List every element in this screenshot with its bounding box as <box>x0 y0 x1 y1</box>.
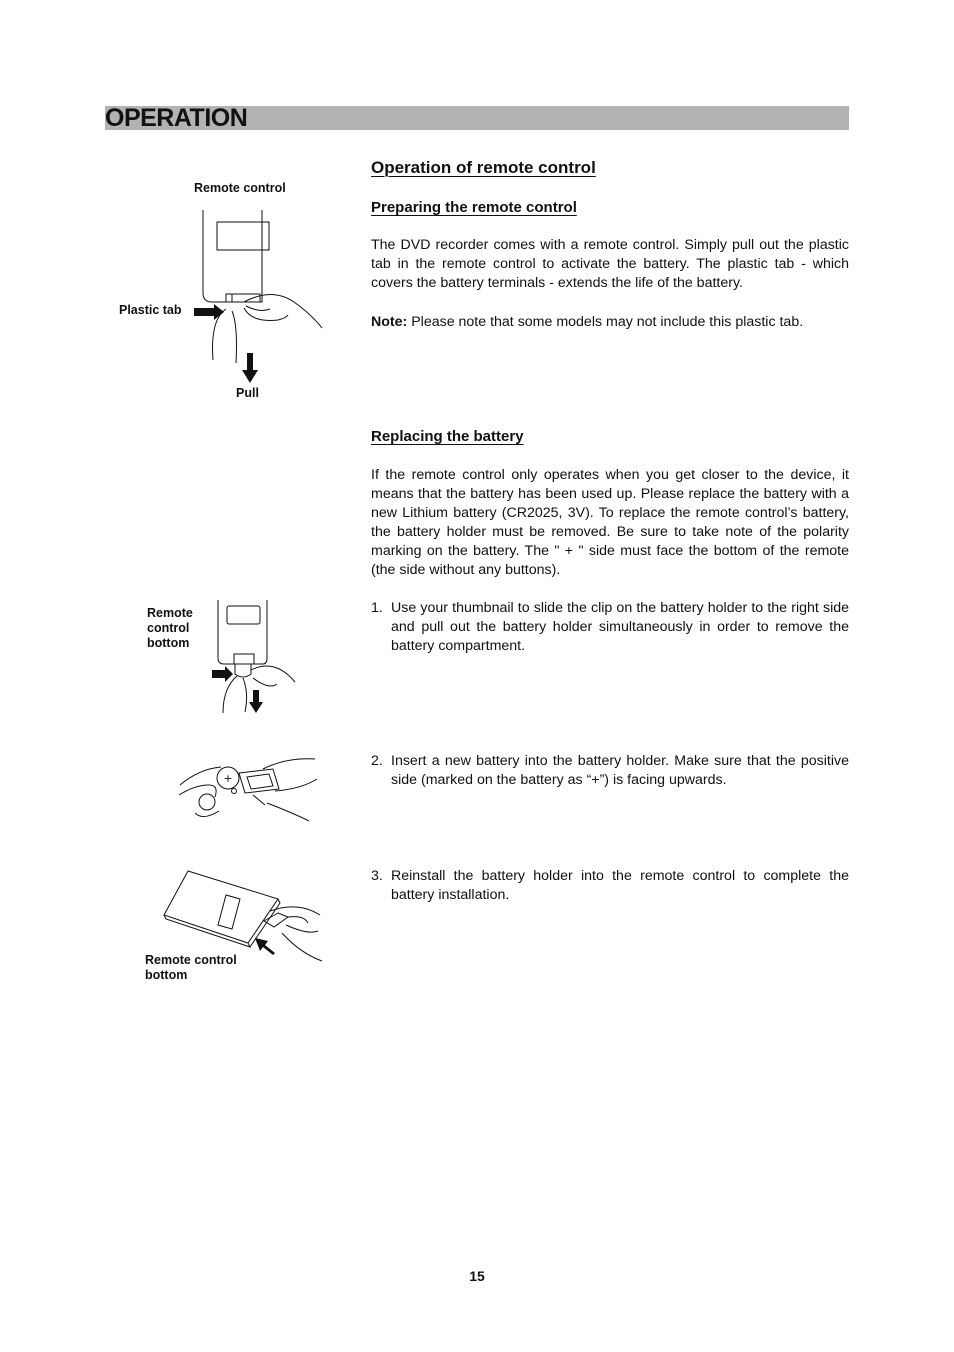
step-number: 1. <box>371 600 383 616</box>
fig1-tab-label: Plastic tab <box>119 303 182 317</box>
fig2-label-line2: control <box>147 621 190 635</box>
step-number: 3. <box>371 868 383 884</box>
battery-insert-illustration <box>175 755 325 825</box>
battery-plus-mark: + <box>223 772 233 785</box>
step-3 <box>371 867 849 905</box>
step-text: Reinstall the battery holder into the remote control to complete the battery installation. <box>391 868 849 903</box>
main-heading: Operation of remote control <box>371 158 596 177</box>
note-label: Note: <box>371 314 408 330</box>
note-text: Please note that some models may not include this plastic tab. <box>407 314 804 330</box>
step-2 <box>371 752 849 790</box>
battery-reinstall-illustration <box>160 865 330 970</box>
preparing-paragraph: The DVD recorder comes with a remote control. Simply pull out the plastic tab in the remote control to activate the battery. The plastic tab - which covers the battery terminals - extends the life of the battery. <box>371 237 849 291</box>
fig4-label-line1: Remote control <box>145 953 237 967</box>
fig1-pull-label: Pull <box>236 386 259 400</box>
fig4-label-line2: bottom <box>145 968 188 982</box>
replacing-paragraph: If the remote control only operates when you get closer to the device, it means that the battery has been used up. Please replace the battery with a new Lithium battery (CR2025, 3V). To replace the remote control’s battery, the battery holder must be removed. Be sure to take note of the polarity marking on the battery. The " + " side must face the bottom of the remote (the side without any buttons). <box>371 467 849 578</box>
page-number: 15 <box>469 1268 485 1284</box>
note-paragraph <box>371 313 849 332</box>
step-text: Use your thumbnail to slide the clip on the battery holder to the right side and pull out the battery holder simultaneously in order to remove the battery compartment. <box>391 600 849 654</box>
step-text: Insert a new battery into the battery holder. Make sure that the positive side (marked on the battery as “+”) is facing upwards. <box>391 753 849 788</box>
fig2-label-line3: bottom <box>147 636 190 650</box>
fig1-remote-label: Remote control <box>194 181 286 195</box>
step-1 <box>371 599 849 656</box>
section-title: OPERATION <box>105 104 248 132</box>
remote-plastic-tab-illustration <box>180 205 340 390</box>
fig2-label-line1: Remote <box>147 606 193 620</box>
remote-bottom-clip-illustration <box>205 598 305 718</box>
replacing-heading: Replacing the battery <box>371 428 524 445</box>
step-number: 2. <box>371 753 383 769</box>
preparing-heading: Preparing the remote control <box>371 199 577 216</box>
